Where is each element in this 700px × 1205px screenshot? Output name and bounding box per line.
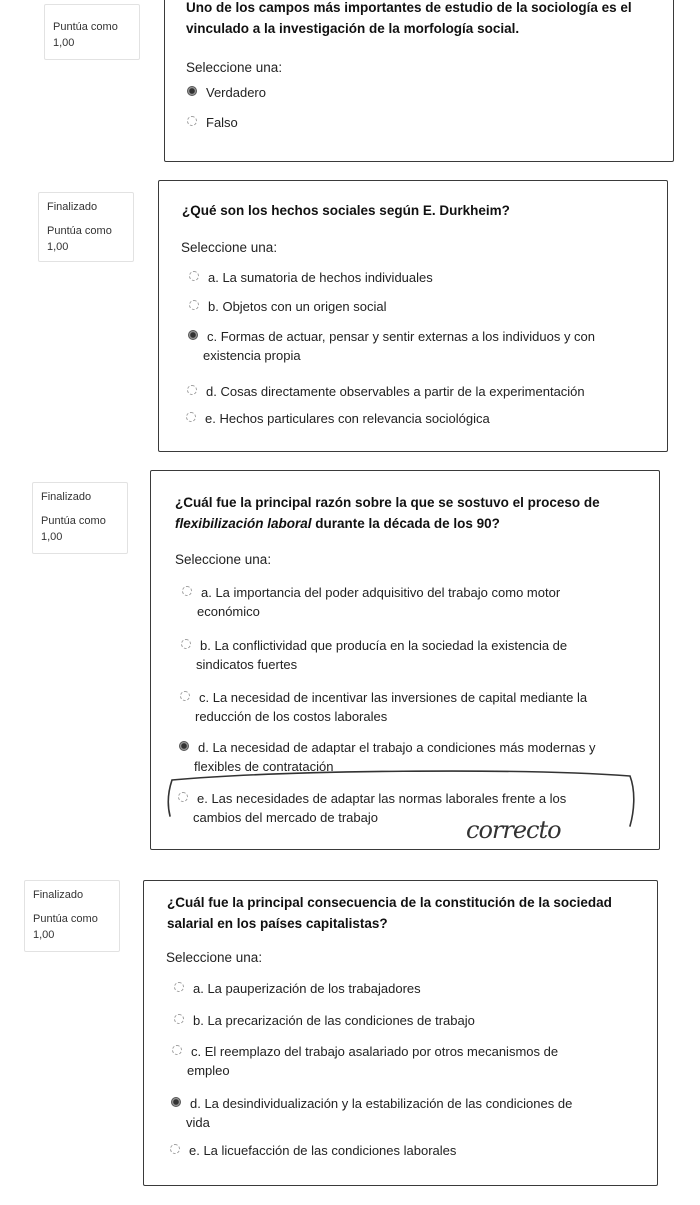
answer-option-a[interactable] bbox=[197, 583, 641, 621]
option-label: c. La necesidad de incentivar las inversiones de capital mediante la bbox=[199, 690, 588, 705]
option-label-cont: flexibles de contratación bbox=[194, 759, 334, 774]
option-label: d. La necesidad de adaptar el trabajo a condiciones más modernas y bbox=[198, 740, 596, 755]
answer-option-e[interactable] bbox=[189, 1141, 456, 1160]
answer-option-a[interactable] bbox=[208, 268, 433, 287]
radio-icon[interactable] bbox=[187, 116, 197, 126]
points-label: Puntúa como bbox=[47, 225, 112, 237]
option-label: c. Formas de actuar, pensar y sentir externas a los individuos y con bbox=[207, 329, 596, 344]
option-label: c. El reemplazo del trabajo asalariado por otros mecanismos de bbox=[191, 1044, 559, 1059]
question-info-4 bbox=[24, 880, 120, 952]
answer-option-a[interactable] bbox=[193, 979, 421, 998]
answer-option-c[interactable] bbox=[203, 327, 647, 365]
radio-icon[interactable] bbox=[186, 412, 196, 422]
question-info-2 bbox=[38, 192, 134, 262]
handwritten-note: correcto bbox=[466, 816, 561, 844]
question-text-rest: durante la década de los 90? bbox=[311, 516, 500, 531]
option-label: d. La desindividualización y la estabilización de las condiciones de bbox=[190, 1096, 573, 1111]
radio-icon[interactable] bbox=[172, 1045, 182, 1055]
question-text-1 bbox=[186, 0, 666, 39]
points-label: Puntúa como bbox=[41, 515, 106, 527]
points-value: 1,00 bbox=[33, 929, 55, 941]
question-text-line: ¿Cuál fue la principal consecuencia de la constitución de la sociedad bbox=[167, 895, 612, 910]
points-value: 1,00 bbox=[53, 37, 75, 49]
option-label-cont: vida bbox=[186, 1115, 210, 1130]
question-state: Finalizado bbox=[41, 491, 92, 503]
radio-icon[interactable] bbox=[187, 385, 197, 395]
option-label-cont: existencia propia bbox=[203, 348, 301, 363]
answer-prompt: Seleccione una: bbox=[186, 60, 283, 75]
question-state: Finalizado bbox=[33, 889, 84, 901]
option-label: a. La sumatoria de hechos individuales bbox=[208, 270, 433, 285]
radio-selected-icon[interactable] bbox=[187, 86, 197, 96]
answer-prompt: Seleccione una: bbox=[181, 240, 278, 255]
answer-option-e[interactable] bbox=[205, 409, 490, 428]
question-text-line: vinculado a la investigación de la morfología social. bbox=[186, 21, 520, 36]
radio-icon[interactable] bbox=[189, 300, 199, 310]
question-text-line: ¿Cuál fue la principal razón sobre la que se sostuvo el proceso de bbox=[175, 495, 600, 510]
question-info-3 bbox=[32, 482, 128, 554]
option-label: b. Objetos con un origen social bbox=[208, 299, 387, 314]
question-text-2 bbox=[182, 200, 662, 221]
option-label: e. Las necesidades de adaptar las normas laborales frente a los bbox=[197, 791, 567, 806]
option-label-cont: empleo bbox=[187, 1063, 230, 1078]
points-value: 1,00 bbox=[47, 241, 69, 253]
answer-option-d[interactable] bbox=[186, 1094, 630, 1132]
option-label-cont: reducción de los costos laborales bbox=[195, 709, 388, 724]
radio-selected-icon[interactable] bbox=[188, 330, 198, 340]
radio-icon[interactable] bbox=[181, 639, 191, 649]
answer-option-b[interactable] bbox=[196, 636, 640, 674]
answer-option-b[interactable] bbox=[208, 297, 387, 316]
option-label: a. La pauperización de los trabajadores bbox=[193, 981, 421, 996]
option-label: b. La precarización de las condiciones de trabajo bbox=[193, 1013, 475, 1028]
question-text-line: ¿Qué son los hechos sociales según E. Durkheim? bbox=[182, 203, 510, 218]
radio-icon[interactable] bbox=[182, 586, 192, 596]
handdrawn-circle-mark bbox=[164, 768, 638, 832]
radio-icon[interactable] bbox=[180, 691, 190, 701]
option-label: d. Cosas directamente observables a partir de la experimentación bbox=[206, 384, 585, 399]
answer-prompt: Seleccione una: bbox=[166, 950, 263, 965]
radio-selected-icon[interactable] bbox=[179, 741, 189, 751]
option-label: a. La importancia del poder adquisitivo del trabajo como motor bbox=[201, 585, 561, 600]
option-label: Falso bbox=[206, 115, 238, 130]
answer-option-false[interactable] bbox=[206, 113, 238, 132]
option-label: Verdadero bbox=[206, 85, 266, 100]
option-label-cont: cambios del mercado de trabajo bbox=[193, 810, 378, 825]
answer-prompt: Seleccione una: bbox=[175, 552, 272, 567]
answer-option-true[interactable] bbox=[206, 83, 266, 102]
question-text-3 bbox=[175, 492, 655, 534]
radio-icon[interactable] bbox=[189, 271, 199, 281]
radio-icon[interactable] bbox=[174, 982, 184, 992]
question-text-line: Uno de los campos más importantes de estudio de la sociología es el bbox=[186, 0, 632, 15]
question-text-line bbox=[175, 513, 655, 534]
points-label: Puntúa como bbox=[33, 913, 98, 925]
emphasis-text: flexibilización laboral bbox=[175, 516, 312, 531]
question-text-line: salarial en los países capitalistas? bbox=[167, 916, 388, 931]
radio-selected-icon[interactable] bbox=[171, 1097, 181, 1107]
question-info-1 bbox=[44, 4, 140, 60]
option-label-cont: económico bbox=[197, 604, 260, 619]
answer-option-c[interactable] bbox=[195, 688, 639, 726]
option-label: b. La conflictividad que producía en la sociedad la existencia de bbox=[200, 638, 568, 653]
option-label: e. Hechos particulares con relevancia sociológica bbox=[205, 411, 490, 426]
radio-icon[interactable] bbox=[170, 1144, 180, 1154]
option-label-cont: sindicatos fuertes bbox=[196, 657, 298, 672]
answer-option-d[interactable] bbox=[206, 382, 585, 401]
points-label: Puntúa como bbox=[53, 21, 118, 33]
radio-icon[interactable] bbox=[174, 1014, 184, 1024]
question-state: Finalizado bbox=[47, 201, 98, 213]
points-value: 1,00 bbox=[41, 531, 63, 543]
option-label: e. La licuefacción de las condiciones laborales bbox=[189, 1143, 457, 1158]
question-text-4 bbox=[167, 892, 647, 934]
answer-option-c[interactable] bbox=[187, 1042, 631, 1080]
answer-option-b[interactable] bbox=[193, 1011, 475, 1030]
